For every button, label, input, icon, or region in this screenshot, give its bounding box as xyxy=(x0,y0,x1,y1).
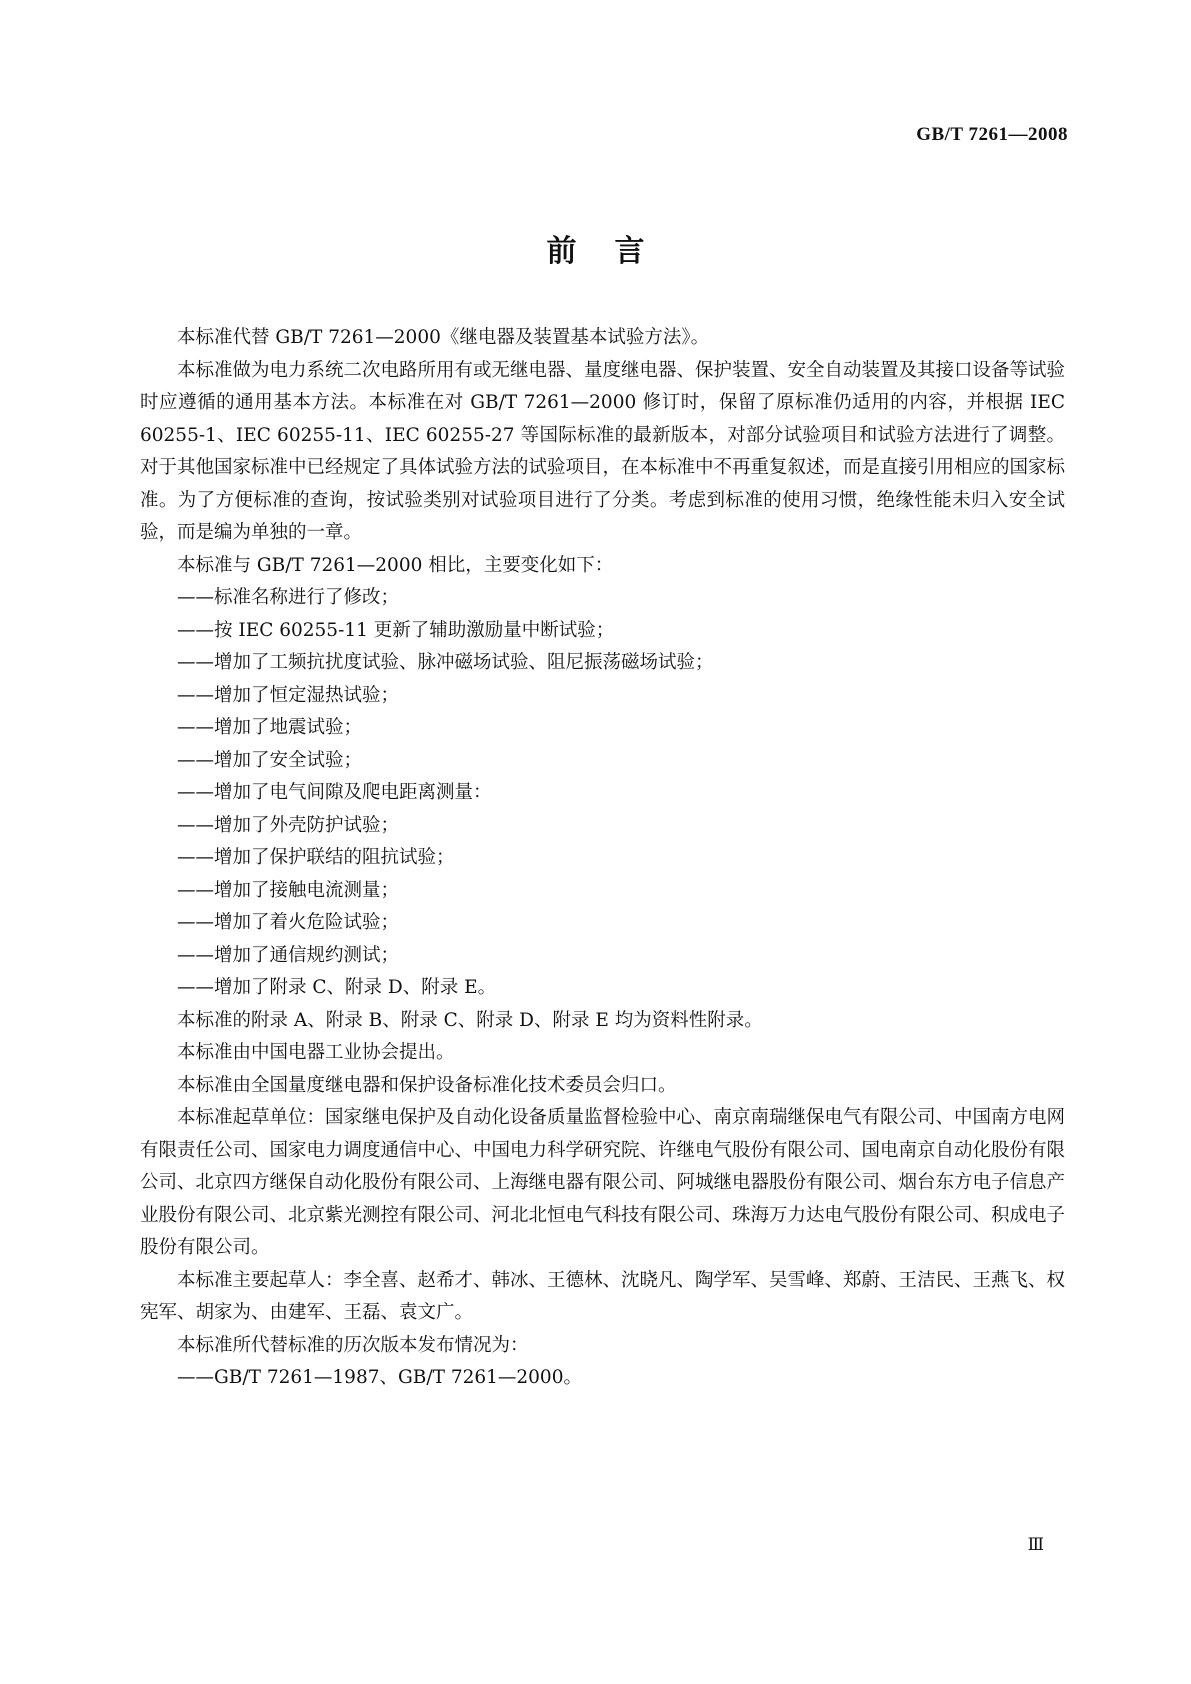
document-body xyxy=(140,322,1065,1395)
change-item: ——增加了通信规约测试； xyxy=(177,944,400,966)
change-item: ——增加了着火危险试验； xyxy=(177,912,400,933)
paragraph-history-intro: 本标准所代替标准的历次版本发布情况为： xyxy=(177,1334,529,1356)
change-item: ——增加了接触电流测量； xyxy=(177,879,400,901)
history-item: ——GB/T 7261—1987、GB/T 7261—2000。 xyxy=(177,1367,582,1388)
change-item: ——增加了保护联结的阻抗试验； xyxy=(177,847,455,868)
change-item: ——增加了地震试验； xyxy=(177,717,363,738)
change-item: ——按 IEC 60255-11 更新了辅助激励量中断试验； xyxy=(177,619,615,641)
paragraph-proposer: 本标准由中国电器工业协会提出。 xyxy=(177,1042,455,1063)
change-item: ——增加了电气间隙及爬电距离测量： xyxy=(177,782,492,803)
paragraph-drafting-units: 本标准起草单位：国家继电保护及自动化设备质量监督检验中心、南京南瑞继保电气有限公司、中国南方电网有限责任公司、国家电力调度通信中心、中国电力科学研究院、许继电气股份有限公司、国电南京自动化股份有限公司、北京四方继保自动化股份有限公司、上海继电器有限公司、阿城继电器股份有限公司、烟台东方电子信息产业股份有限公司、北京紫光测控有限公司、河北北恒电气科技有限公司、珠海万力达电气股份有限公司、积成电子股份有限公司。 xyxy=(140,1107,1066,1258)
page-number: Ⅲ xyxy=(1027,1535,1043,1554)
paragraph-centralized: 本标准由全国量度继电器和保护设备标准化技术委员会归口。 xyxy=(177,1074,677,1096)
change-item: ——增加了安全试验； xyxy=(177,749,363,771)
change-item: ——标准名称进行了修改； xyxy=(177,587,400,608)
page-title: 前言 xyxy=(546,234,683,269)
change-item: ——增加了工频抗扰度试验、脉冲磁场试验、阻尼振荡磁场试验； xyxy=(177,652,714,673)
standard-code: GB/T 7261—2008 xyxy=(916,124,1068,145)
paragraph-appendices: 本标准的附录 A、附录 B、附录 C、附录 D、附录 E 均为资料性附录。 xyxy=(177,1009,763,1031)
paragraph-scope: 本标准做为电力系统二次电路所用有或无继电器、量度继电器、保护装置、安全自动装置及其接口设备等试验时应遵循的通用基本方法。本标准在对 GB/T 7261—2000 修订时，保留了原标准仍适用的内容，并根据 IEC 60255-1、IEC 60255-11、IEC 60255-27 等国际标准的最新版本，对部分试验项目和试验方法进行了调整。对于其他国家标准中已经规定了具体试验方法的试验项目，在本标准中不再重复叙述，而是直接引用相应的国家标准。为了方便标准的查询，按试验类别对试验项目进行了分类。考虑到标准的使用习惯，绝缘性能未归入安全试验，而是编为单独的一章。 xyxy=(140,359,1066,543)
change-item: ——增加了外壳防护试验； xyxy=(177,814,400,836)
paragraph-replaces: 本标准代替 GB/T 7261—2000《继电器及装置基本试验方法》。 xyxy=(177,327,710,348)
change-item: ——增加了附录 C、附录 D、附录 E。 xyxy=(177,977,497,998)
change-item: ——增加了恒定湿热试验； xyxy=(177,684,400,706)
paragraph-drafters: 本标准主要起草人：李全喜、赵希才、韩冰、王德林、沈晓凡、陶学军、吴雪峰、郑蔚、王洁民、王燕飞、权宪军、胡家为、由建军、王磊、袁文广。 xyxy=(140,1269,1066,1323)
paragraph-changes-intro: 本标准与 GB/T 7261—2000 相比，主要变化如下： xyxy=(177,554,614,576)
